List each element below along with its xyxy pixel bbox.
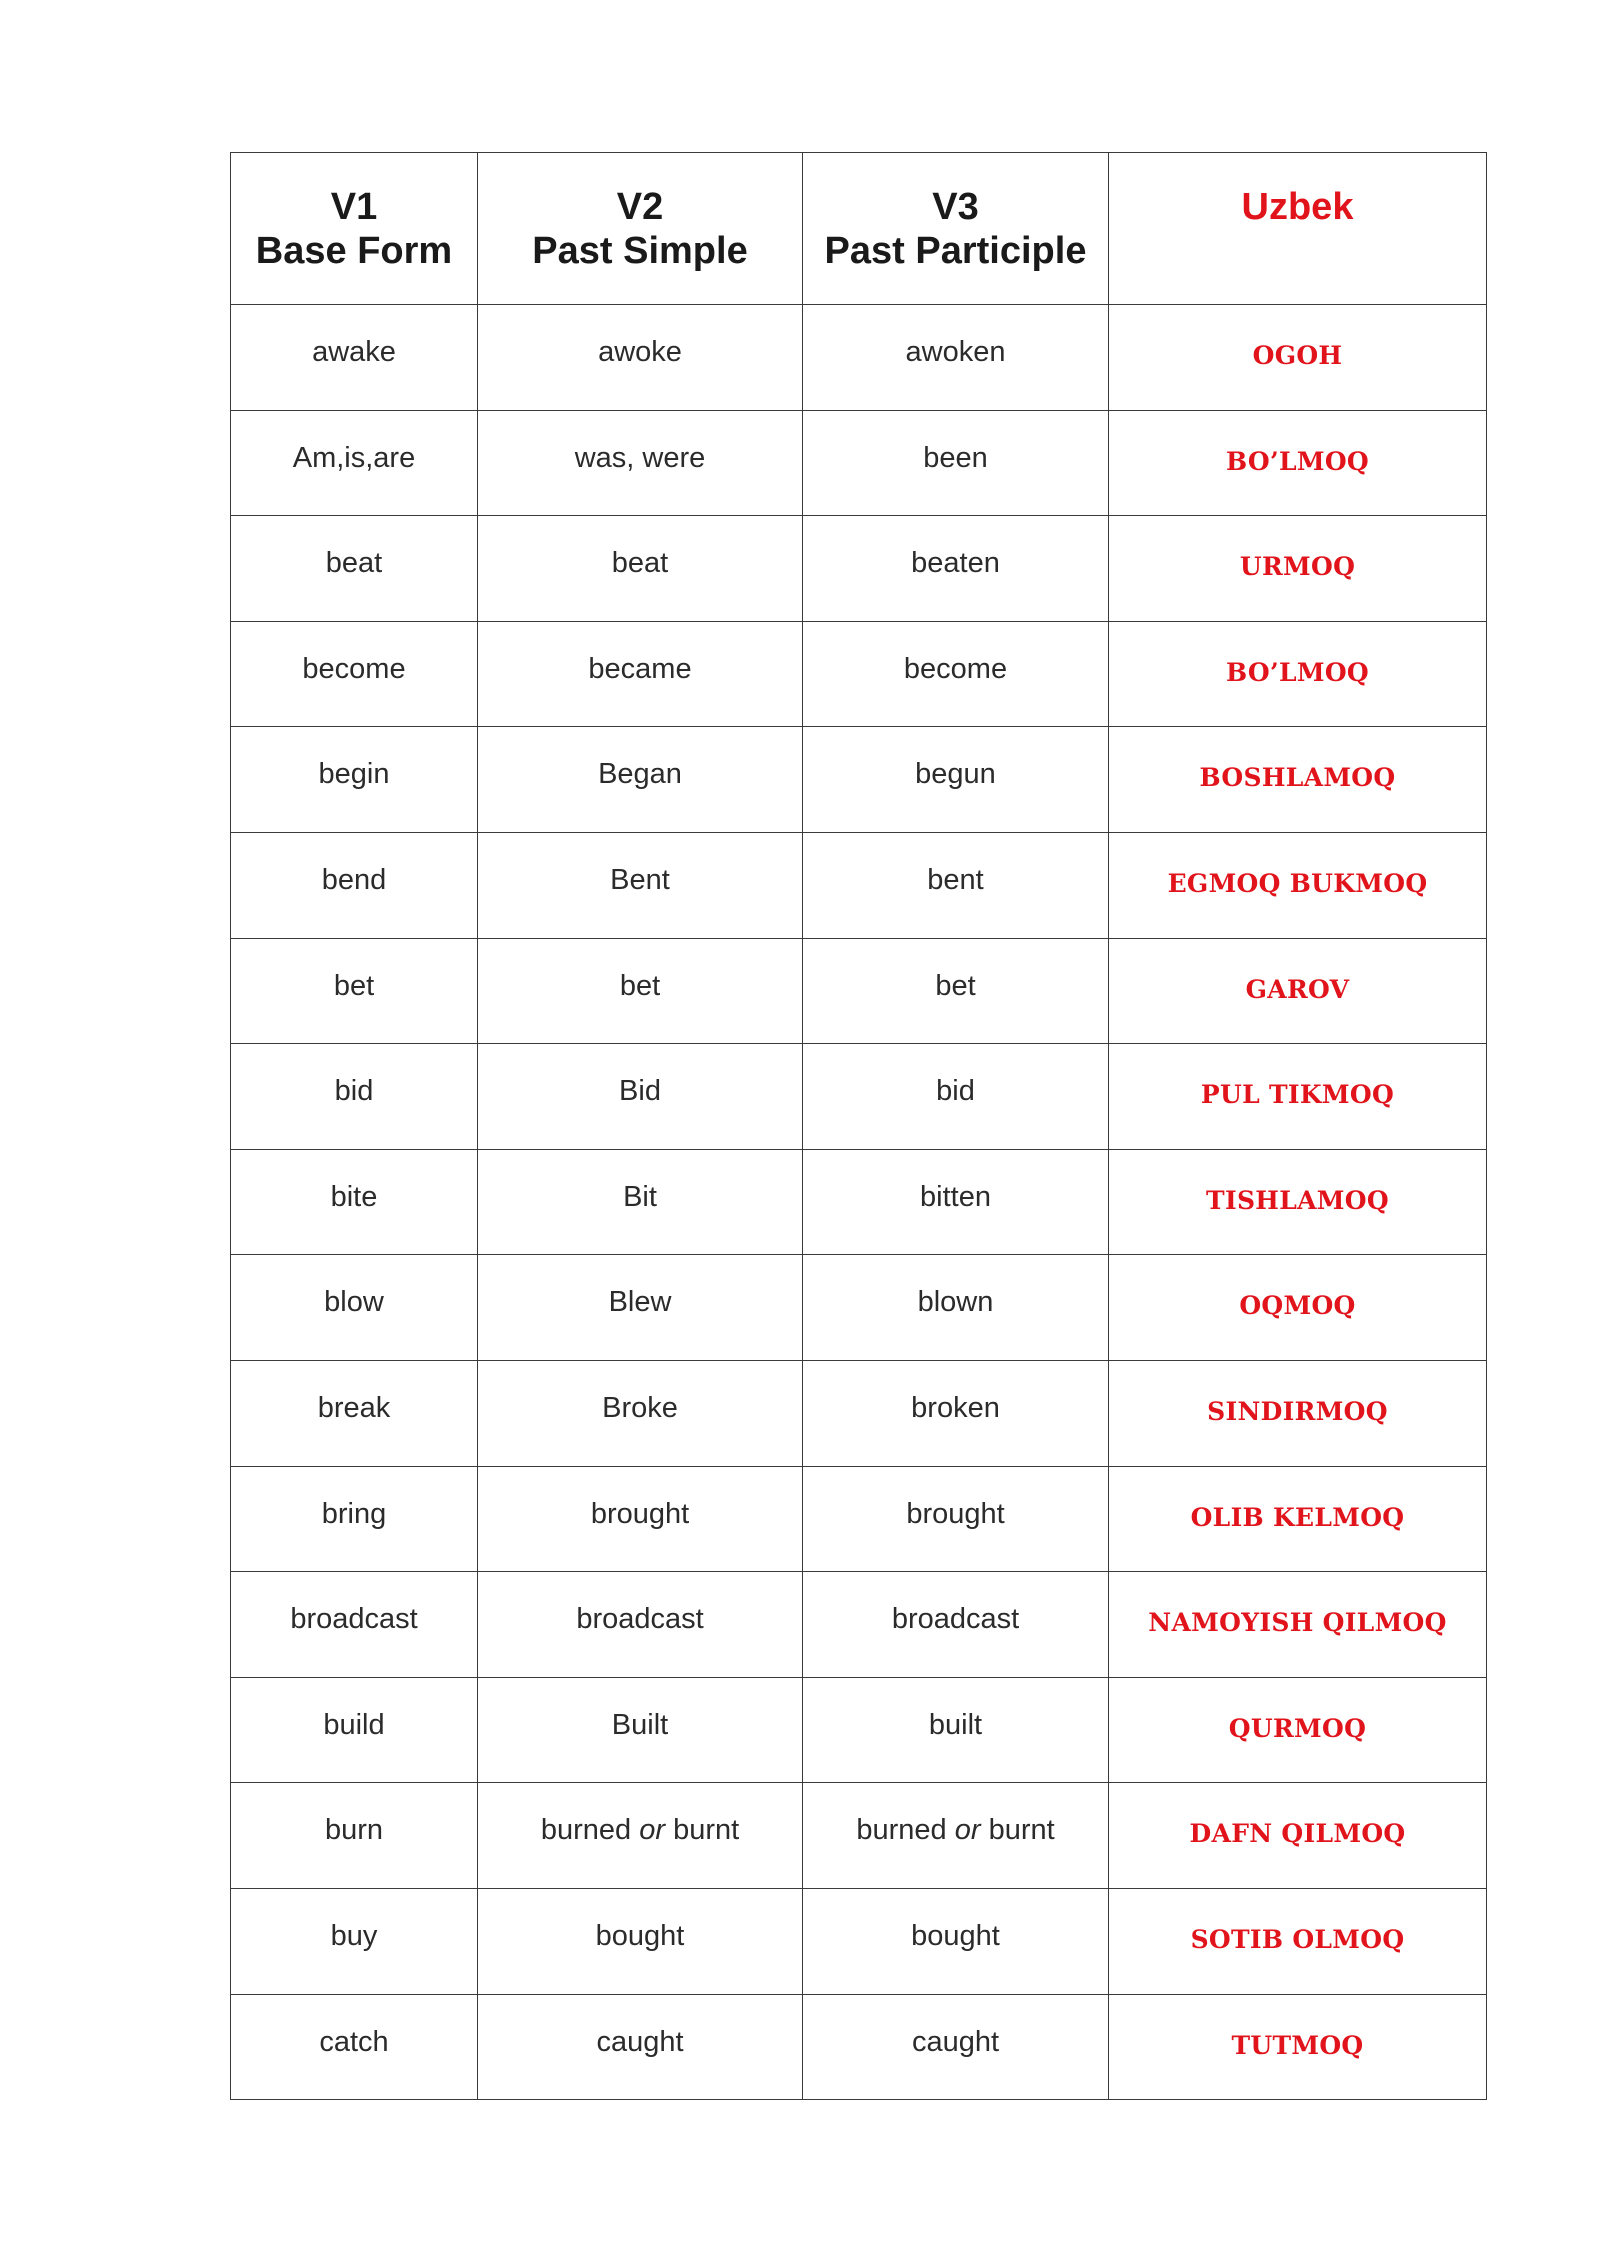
irregular-verbs-sheet [230, 152, 1486, 2100]
table-row [231, 1783, 1487, 1889]
table-row [231, 1572, 1487, 1678]
table-row [231, 1466, 1487, 1572]
cell-v3: built [803, 1677, 1109, 1783]
cell-v1: broadcast [231, 1572, 478, 1678]
cell-v1: build [231, 1677, 478, 1783]
cell-v1: bid [231, 1044, 478, 1150]
table-row [231, 621, 1487, 727]
cell-uzbek: GAROV [1109, 938, 1487, 1044]
cell-v1: bite [231, 1149, 478, 1255]
header-v1-title: Base Form [255, 230, 453, 272]
header-v2-title: Past Simple [532, 230, 748, 272]
table-row [231, 938, 1487, 1044]
cell-v1: beat [231, 516, 478, 622]
cell-v2: Bit [478, 1149, 803, 1255]
cell-v3: broadcast [803, 1572, 1109, 1678]
cell-v3: bet [803, 938, 1109, 1044]
cell-v3: bid [803, 1044, 1109, 1150]
cell-uzbek: OLIB KELMOQ [1109, 1466, 1487, 1572]
cell-v1: bring [231, 1466, 478, 1572]
irregular-verbs-table [230, 152, 1487, 2100]
cell-v1: bet [231, 938, 478, 1044]
cell-uzbek: BOSHLAMOQ [1109, 727, 1487, 833]
cell-v3-form-b: burnt [988, 1814, 1055, 1847]
cell-v3: become [803, 621, 1109, 727]
cell-uzbek: QURMOQ [1109, 1677, 1487, 1783]
header-v3-code: V3 [932, 186, 979, 228]
cell-v3 [803, 1783, 1109, 1889]
cell-v1: catch [231, 1994, 478, 2100]
table-header-row [231, 153, 1487, 305]
cell-v3: been [803, 410, 1109, 516]
cell-v3: bought [803, 1888, 1109, 1994]
table-row [231, 410, 1487, 516]
cell-v3: awoken [803, 305, 1109, 411]
cell-v1: become [231, 621, 478, 727]
table-row [231, 1677, 1487, 1783]
cell-v2-form-b: burnt [673, 1814, 740, 1847]
cell-v2: was, were [478, 410, 803, 516]
cell-uzbek: EGMOQ BUKMOQ [1109, 832, 1487, 938]
cell-v3: broken [803, 1360, 1109, 1466]
cell-v1: bend [231, 832, 478, 938]
cell-uzbek: SOTIB OLMOQ [1109, 1888, 1487, 1994]
header-v3 [803, 153, 1109, 305]
table-row [231, 1044, 1487, 1150]
cell-v2: bet [478, 938, 803, 1044]
cell-uzbek: PUL TIKMOQ [1109, 1044, 1487, 1150]
cell-v2: became [478, 621, 803, 727]
cell-v2: Bid [478, 1044, 803, 1150]
cell-v2: Built [478, 1677, 803, 1783]
cell-uzbek: NAMOYISH QILMOQ [1109, 1572, 1487, 1678]
cell-uzbek: TISHLAMOQ [1109, 1149, 1487, 1255]
cell-v3: caught [803, 1994, 1109, 2100]
cell-v2: Began [478, 727, 803, 833]
cell-uzbek: URMOQ [1109, 516, 1487, 622]
table-row [231, 832, 1487, 938]
cell-v3: bent [803, 832, 1109, 938]
cell-v3: bitten [803, 1149, 1109, 1255]
table-row [231, 1149, 1487, 1255]
cell-v1: blow [231, 1255, 478, 1361]
cell-v2: broadcast [478, 1572, 803, 1678]
header-v2 [478, 153, 803, 305]
cell-v3: beaten [803, 516, 1109, 622]
table-row [231, 305, 1487, 411]
cell-v2: bought [478, 1888, 803, 1994]
cell-uzbek: BO’LMOQ [1109, 410, 1487, 516]
table-row [231, 516, 1487, 622]
cell-v3: brought [803, 1466, 1109, 1572]
cell-v2: awoke [478, 305, 803, 411]
cell-v2: Broke [478, 1360, 803, 1466]
table-row [231, 1255, 1487, 1361]
cell-v2: Blew [478, 1255, 803, 1361]
cell-v1: buy [231, 1888, 478, 1994]
header-uzbek-title: Uzbek [1241, 186, 1354, 228]
header-v3-title: Past Participle [824, 230, 1087, 272]
cell-v1: burn [231, 1783, 478, 1889]
cell-uzbek: DAFN QILMOQ [1109, 1783, 1487, 1889]
header-uzbek [1109, 153, 1487, 305]
cell-v3: begun [803, 727, 1109, 833]
cell-v3-form-a: burned [856, 1814, 947, 1847]
cell-v2: Bent [478, 832, 803, 938]
table-row [231, 1994, 1487, 2100]
cell-v2: caught [478, 1994, 803, 2100]
cell-uzbek: TUTMOQ [1109, 1994, 1487, 2100]
cell-uzbek: OQMOQ [1109, 1255, 1487, 1361]
cell-v3: blown [803, 1255, 1109, 1361]
cell-v3-or: or [954, 1814, 981, 1847]
header-v2-code: V2 [616, 186, 664, 228]
cell-v1: Am,is,are [231, 410, 478, 516]
cell-v1: break [231, 1360, 478, 1466]
header-v1-code: V1 [330, 186, 378, 228]
table-row [231, 1360, 1487, 1466]
cell-v2-or: or [639, 1814, 665, 1847]
cell-v1: awake [231, 305, 478, 411]
cell-uzbek: OGOH [1109, 305, 1487, 411]
cell-v1: begin [231, 727, 478, 833]
cell-uzbek: SINDIRMOQ [1109, 1360, 1487, 1466]
table-row [231, 1888, 1487, 1994]
cell-v2: brought [478, 1466, 803, 1572]
cell-uzbek: BO’LMOQ [1109, 621, 1487, 727]
header-v1 [231, 153, 478, 305]
cell-v2 [478, 1783, 803, 1889]
cell-v2: beat [478, 516, 803, 622]
cell-v2-form-a: burned [540, 1814, 632, 1847]
table-row [231, 727, 1487, 833]
